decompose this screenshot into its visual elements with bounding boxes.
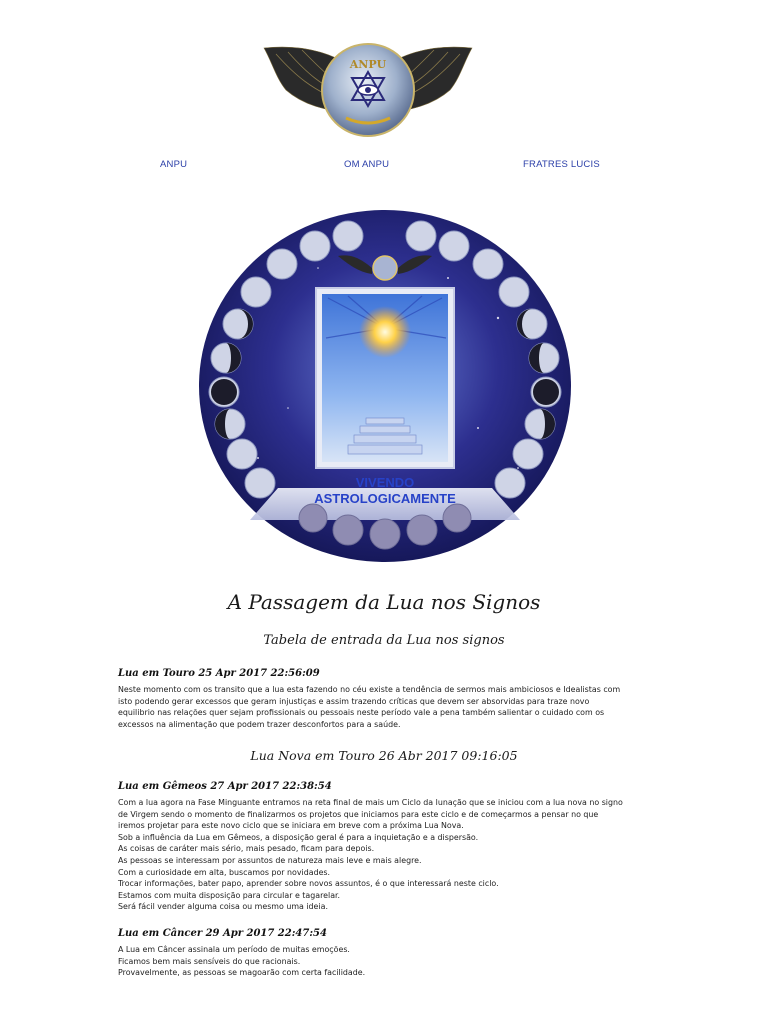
- text-line: Será fácil vender alguma coisa ou mesmo uma ideia.: [118, 902, 328, 912]
- entry-heading-cancer: Lua em Câncer 29 Apr 2017 22:47:54: [118, 928, 327, 939]
- hero-moon-illustration: [198, 208, 572, 564]
- page-subtitle: Tabela de entrada da Lua nos signos: [263, 633, 505, 648]
- text-line: equilibrio nas relações quer sejam profissionais ou pessoais neste período vale a pena também salientar o cuidado com os: [118, 708, 605, 718]
- text-line: Ficamos bem mais sensíveis do que racionais.: [118, 956, 301, 966]
- text-line: As pessoas se interessam por assuntos de natureza mais leve e mais alegre.: [118, 855, 422, 865]
- hero-title-line2: ASTROLOGICAMENTE: [314, 491, 456, 506]
- new-moon-heading: Lua Nova em Touro 26 Abr 2017 09:16:05: [250, 748, 518, 763]
- text-line: isto podendo gerar excessos que geram injustiças e assim trazendo críticas que devem ser absorvidas para traze novo: [118, 696, 590, 706]
- nav-link-fratres-lucis[interactable]: FRATRES LUCIS: [523, 159, 600, 170]
- text-line: Provavelmente, as pessoas se magoarão com certa facilidade.: [118, 968, 366, 978]
- text-line: de Virgem sendo o momento de finalizarmos os projetos que iniciamos para este ciclo e de começarmos a pensar no que: [118, 809, 599, 819]
- entry-text-cancer: [118, 944, 663, 979]
- text-line: Trocar informações, bater papo, aprender sobre novos assuntos, é o que interessará neste ciclo.: [118, 879, 499, 889]
- nav-link-om-anpu[interactable]: OM ANPU: [344, 159, 390, 170]
- entry-heading-gemeos: Lua em Gêmeos 27 Apr 2017 22:38:54: [118, 781, 332, 792]
- entry-text-gemeos: [118, 797, 663, 913]
- text-line: Com a lua agora na Fase Minguante entramos na reta final de mais um Ciclo da lunação que se iniciou com a lua nova no signo: [118, 798, 623, 807]
- nav-link-anpu[interactable]: ANPU: [160, 159, 188, 170]
- text-line: Sob a influência da Lua em Gêmeos, a disposição geral é para a inquietação e a dispersão.: [118, 832, 479, 842]
- text-line: A Lua em Câncer assinala um período de muitas emoções.: [118, 945, 350, 954]
- hero-title-line1: VIVENDO: [355, 475, 415, 490]
- text-line: As coisas de caráter mais sério, mais pesado, ficam para depois.: [118, 844, 375, 854]
- entry-heading-touro: Lua em Touro 25 Apr 2017 22:56:09: [118, 668, 320, 679]
- logo-text: ANPU: [349, 58, 387, 71]
- text-line: excessos na alimentação que podem trazer desconfortos para a saúde.: [118, 719, 401, 729]
- text-line: Com a curiosidade em alta, buscamos por novidades.: [118, 867, 331, 877]
- text-line: Neste momento com os transito que a lua esta fazendo no céu existe a tendência de sermos mais ambiciosos e Idealistas com: [118, 685, 621, 694]
- text-line: iremos projetar para este novo ciclo que se iniciara em breve com a próxima Lua Nova.: [118, 821, 464, 831]
- page-title: A Passagem da Lua nos Signos: [227, 590, 541, 614]
- anpu-logo: [262, 42, 474, 138]
- entry-text-touro: [118, 684, 663, 730]
- text-line: Estamos com muita disposição para circular e tagarelar.: [118, 890, 341, 900]
